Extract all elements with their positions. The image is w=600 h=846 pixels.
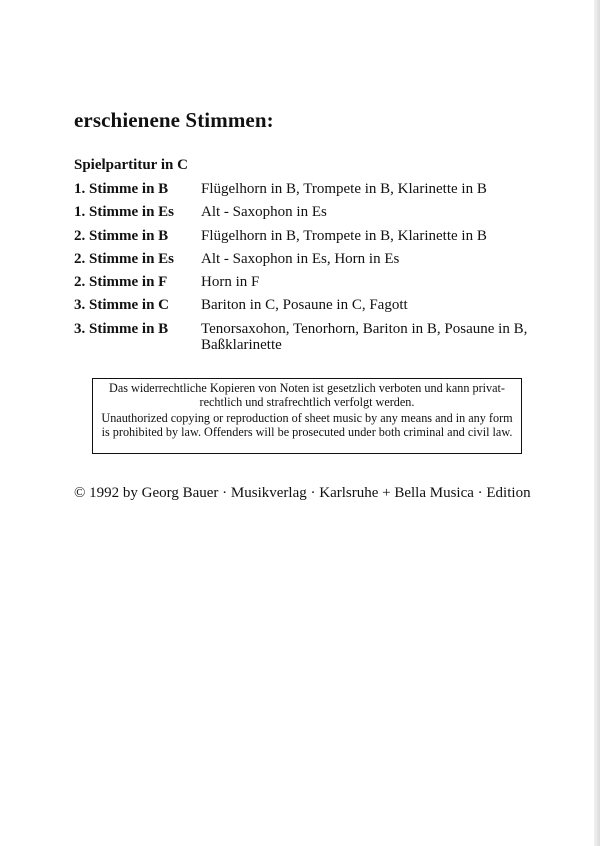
copyright-line: © 1992 by Georg Bauer · Musikverlag · Karlsruhe + Bella Musica · Edition — [74, 485, 531, 501]
page-edge — [594, 0, 600, 846]
parts-list — [74, 181, 544, 360]
part-name: 3. Stimme in C — [74, 297, 169, 314]
part-row — [74, 321, 544, 353]
part-instruments: Alt - Saxophon in Es, Horn in Es — [201, 250, 400, 267]
part-instruments: Flügelhorn in B, Trompete in B, Klarinette in B — [201, 227, 487, 244]
part-instruments: Horn in F — [201, 274, 260, 291]
part-name: 2. Stimme in Es — [74, 250, 175, 267]
part-row — [74, 251, 544, 267]
part-name: 2. Stimme in F — [74, 274, 168, 291]
part-instruments: Alt - Saxophon in Es — [201, 204, 327, 221]
part-row — [74, 228, 544, 244]
part-name: 1. Stimme in B — [74, 181, 169, 197]
part-name: 2. Stimme in B — [74, 227, 169, 244]
part-instruments: Bariton in C, Posaune in C, Fagott — [201, 297, 408, 314]
part-row — [74, 204, 544, 220]
copyright-notice-box — [92, 378, 522, 454]
notice-german: Das widerrechtliche Kopieren von Noten ist gesetzlich verboten und kann privat-rechtlich und strafrechtlich verfolgt werden. — [109, 381, 505, 409]
page-title: erschienene Stimmen: — [74, 108, 274, 132]
part-name: 1. Stimme in Es — [74, 204, 175, 221]
part-row — [74, 181, 544, 197]
notice-english: Unauthorized copying or reproduction of sheet music by any means and in any form is prohibited by law. Offenders will be prosecuted under both criminal and civil law. — [101, 411, 513, 439]
part-instruments: Tenorsaxohon, Tenorhorn, Bariton in B, Posaune in B, Baßklarinette — [201, 320, 528, 353]
score-label: Spielpartitur in C — [74, 157, 188, 173]
part-instruments: Flügelhorn in B, Trompete in B, Klarinette in B — [201, 181, 487, 197]
part-row — [74, 297, 544, 313]
part-row — [74, 274, 544, 290]
part-name: 3. Stimme in B — [74, 320, 169, 337]
